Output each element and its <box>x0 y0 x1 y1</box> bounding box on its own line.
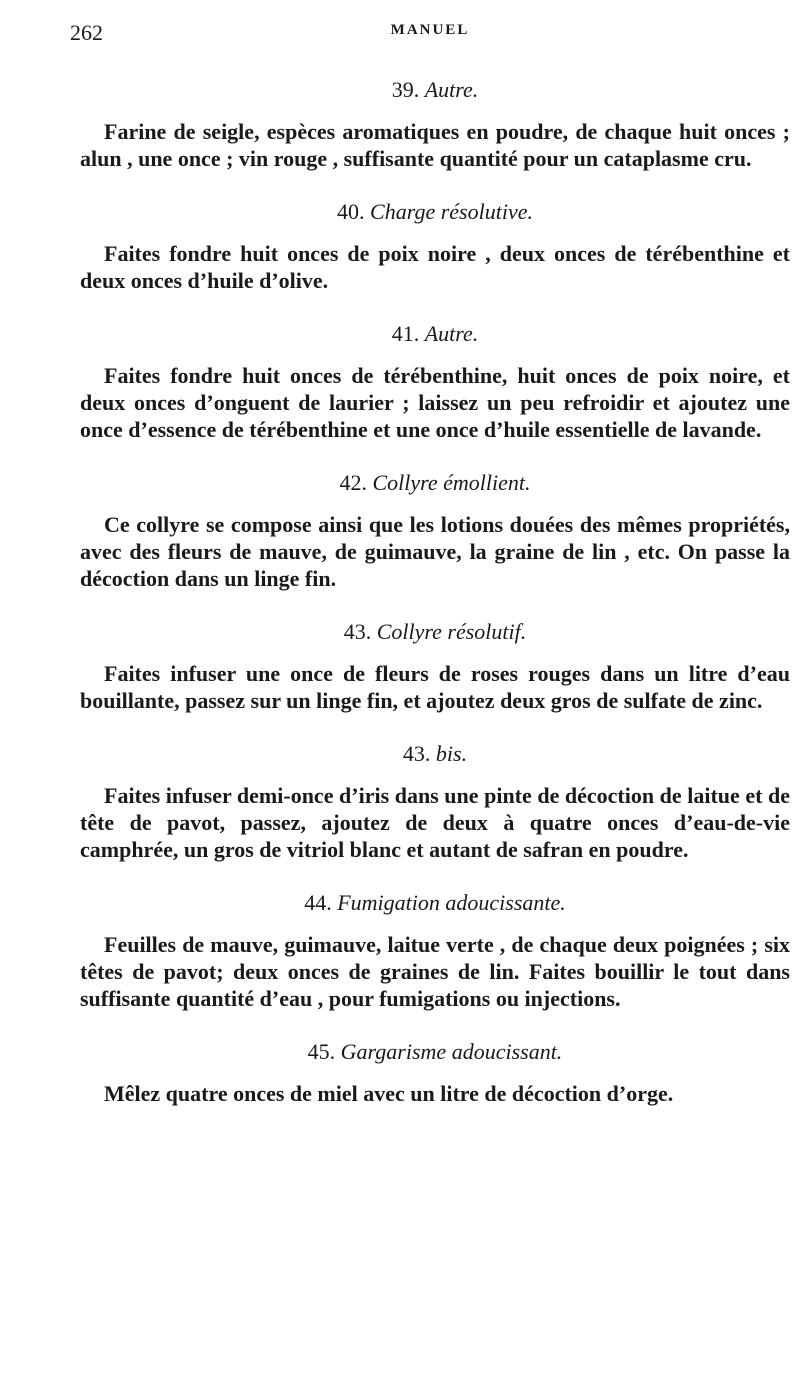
recipe-text: Ce collyre se compose ainsi que les lotions douées des mêmes propriétés, avec des fleurs de mauve, de guimauve, la graine de lin , etc. On passe la décoction dans un linge fin. <box>80 512 790 591</box>
recipe-number: 42. <box>339 470 367 495</box>
page-number: 262 <box>70 20 103 45</box>
recipe-title: Fumigation adoucissante. <box>337 890 566 915</box>
running-head <box>70 20 790 50</box>
recipe-44 <box>80 889 790 1012</box>
recipe-title: Collyre émollient. <box>372 470 531 495</box>
recipe-title: Autre. <box>424 77 479 102</box>
recipe-number: 40. <box>337 199 365 224</box>
recipe-40 <box>80 198 790 294</box>
recipe-41 <box>80 320 790 443</box>
recipe-title: bis. <box>435 741 468 766</box>
recipe-text: Faites fondre huit onces de poix noire , deux onces de térébenthine et deux onces d’huile d’olive. <box>80 241 790 293</box>
recipe-text: Farine de seigle, espèces aromatiques en poudre, de chaque huit onces ; alun , une once ; vin rouge , suffisante quantité pour un cataplasme cru. <box>80 119 790 171</box>
recipe-text: Feuilles de mauve, guimauve, laitue verte , de chaque deux poignées ; six têtes de pavot; deux onces de graines de lin. Faites bouillir le tout dans suffisante quantité d’eau , pour fumigations ou injections. <box>80 932 790 1011</box>
recipe-heading <box>80 618 790 646</box>
recipe-title: Gargarisme adoucissant. <box>340 1039 563 1064</box>
recipe-text: Faites infuser une once de fleurs de roses rouges dans un litre d’eau bouillante, passez sur un linge fin, et ajoutez deux gros de sulfate de zinc. <box>80 661 790 713</box>
running-title: MANUEL <box>390 22 470 38</box>
recipe-heading <box>80 320 790 348</box>
recipe-heading <box>80 76 790 104</box>
recipe-heading <box>80 198 790 226</box>
recipe-42 <box>80 469 790 592</box>
recipe-number: 44. <box>304 890 332 915</box>
recipe-title: Autre. <box>424 321 479 346</box>
recipe-number: 39. <box>391 77 420 102</box>
recipe-heading <box>80 740 790 768</box>
recipe-text: Mêlez quatre onces de miel avec un litre de décoction d’orge. <box>104 1081 674 1106</box>
recipe-43 <box>80 618 790 714</box>
recipe-heading <box>80 1038 790 1066</box>
page-body <box>80 76 790 1107</box>
recipe-number: 43. <box>402 741 431 766</box>
recipe-45 <box>80 1038 790 1107</box>
recipe-title: Charge résolutive. <box>370 199 533 224</box>
recipe-text: Faites infuser demi-once d’iris dans une pinte de décoction de laitue et de tête de pavot, passez, ajoutez de deux à quatre onces d’eau-de-vie camphrée, un gros de vitriol blanc et autant de safran en poudre. <box>80 783 790 862</box>
recipe-43-bis <box>80 740 790 863</box>
recipe-heading <box>80 889 790 917</box>
recipe-title: Collyre résolutif. <box>376 619 527 644</box>
recipe-heading <box>80 469 790 497</box>
recipe-number: 45. <box>307 1039 336 1064</box>
recipe-number: 43. <box>343 619 372 644</box>
recipe-39 <box>80 76 790 172</box>
recipe-number: 41. <box>391 321 420 346</box>
recipe-text: Faites fondre huit onces de térébenthine, huit onces de poix noire, et deux onces d’onguent de laurier ; laissez un peu refroidir et ajoutez une once d’essence de térébenthine et une once d’huile essentielle de lavande. <box>80 363 790 442</box>
